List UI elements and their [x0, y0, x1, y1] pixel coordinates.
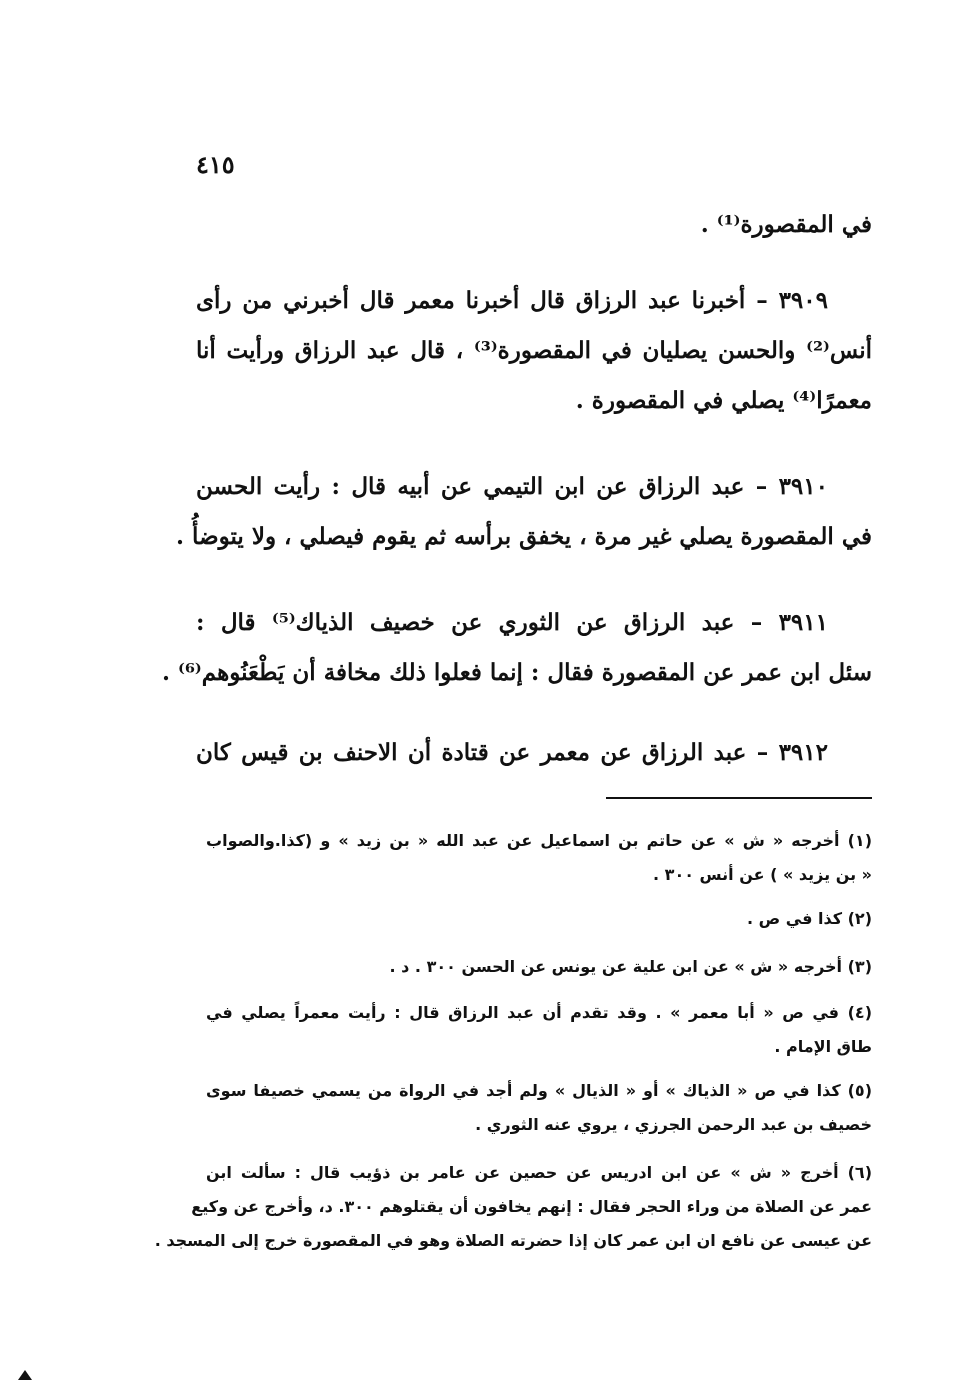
- footnote-line: (٣) أخرجه « ش » عن ابن علية عن يونس عن الحسن ٣٠٠ . د .: [389, 957, 872, 976]
- hadith-line: معمرًا⁽⁴⁾ يصلي في المقصورة .: [575, 387, 872, 414]
- footnote-line: « بن يزيد » ) عن أنس ٣٠٠ .: [653, 865, 872, 884]
- footnote-6: [154, 1156, 872, 1258]
- page-number: ٤١٥: [196, 150, 235, 179]
- hadith-3910: [176, 462, 872, 562]
- footnote-line: (٥) كذا في ص « الذياك » أو « الذيال » ولم أجد في الرواة من يسمي خصيفا سوى: [206, 1081, 872, 1100]
- footnote-4: [206, 996, 872, 1064]
- hadith-line: في المقصورة يصلي غير مرة ، يخفق برأسه ثم يقوم فيصلي ، ولا يتوضأُ .: [176, 523, 872, 550]
- hadith-line: سئل ابن عمر عن المقصورة فقال : إنما فعلوا ذلك مخافة أن يَطْعَنُوهم⁽⁶⁾ .: [161, 659, 872, 686]
- footnote-line: (٢) كذا في ص .: [747, 909, 872, 928]
- intro-line: في المقصورة⁽¹⁾ .: [700, 211, 872, 238]
- footnote-line: (٦) أخرج « ش » عن ابن ادريس عن حصين عن عامر بن ذؤيب قال : سألت ابن: [206, 1163, 872, 1182]
- footnote-line: (٤) في ص « أبا معمر » . وقد تقدم أن عبد الرزاق قال : رأيت معمراً يصلي في: [206, 1003, 872, 1022]
- footnote-1: [206, 824, 872, 892]
- hadith-3911: [161, 598, 872, 698]
- footnote-5: [206, 1074, 872, 1142]
- hadith-line: ٣٩٠٩ – أخبرنا عبد الرزاق قال أخبرنا معمر قال أخبرني من رأى: [196, 287, 828, 314]
- footnote-line: (١) أخرجه « ش » عن حاتم بن اسماعيل عن عبد الله « بن زيد » و (كذا.والصواب: [206, 831, 872, 850]
- hadith-line: أنس⁽²⁾ والحسن يصليان في المقصورة⁽³⁾ ، قال عبد الرزاق ورأيت أنا: [196, 337, 873, 364]
- hadith-line: ٣٩١٢ – عبد الرزاق عن معمر عن قتادة أن الاحنف بن قيس كان: [196, 739, 828, 766]
- footnote-line: عمر عن الصلاة من وراء الحجر فقال : إنهم يخافون أن يقتلوهم ٣٠٠. د، وأخرج عن وكيع: [191, 1197, 872, 1216]
- footnote-line: عن عيسى عن نافع ان ابن عمر كان إذا حضرته الصلاة وهو في المقصورة خرج إلى المسجد .: [154, 1231, 872, 1250]
- footnote-3: [206, 950, 872, 984]
- footnote-line: خصيف بن عبد الرحمن الجرزي ، يروي عنه الثوري .: [475, 1115, 872, 1134]
- footnote-separator: [606, 797, 872, 799]
- scan-corner-mark: [18, 1370, 32, 1380]
- footnote-2: [206, 902, 872, 936]
- hadith-line: ٣٩١٠ – عبد الرزاق عن ابن التيمي عن أبيه قال : رأيت الحسن: [196, 473, 828, 500]
- footnote-line: طاق الإمام .: [774, 1037, 872, 1056]
- hadith-3912: [196, 728, 872, 778]
- hadith-3909: [196, 276, 872, 426]
- hadith-line: ٣٩١١ – عبد الرزاق عن الثوري عن خصيف الذياك⁽⁵⁾ قال :: [196, 609, 828, 636]
